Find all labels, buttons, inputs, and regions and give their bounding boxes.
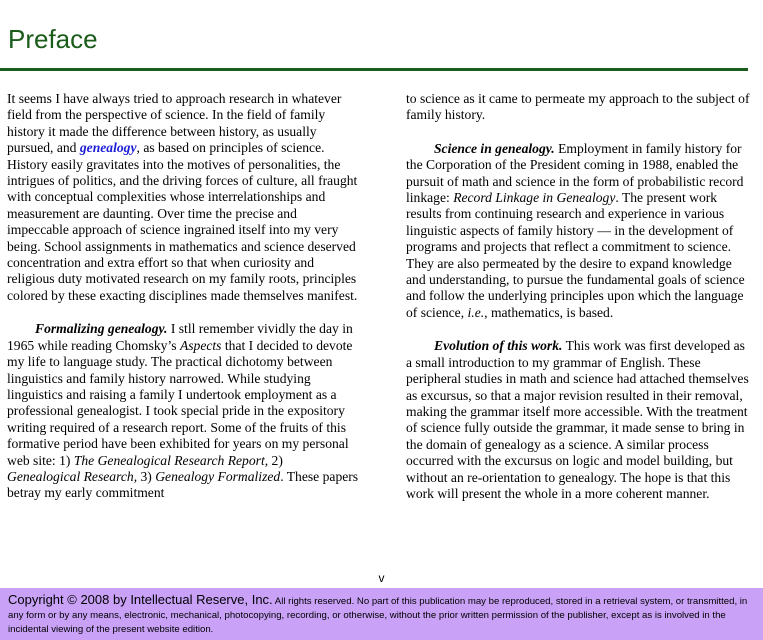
evolution-text: This work was first developed as a small introduction to my grammar of English. These peripheral studies in math and science had attached themselves as excursus, so that a major revision resulted in their removal, making the grammar itself more accessible. With the treatment of science fully outside the grammar, it made sense to bring in the domain of genealogy as a science. A similar process occurred with the excursus on logic and model building, but without an re-orientation to genealogy. The hope is that this work will present the whole in a more coherent manner. (406, 338, 749, 501)
science-text-c: , mathematics, is based. (484, 304, 614, 320)
evolution-paragraph (406, 338, 751, 502)
formalizing-text-a: I stll remember vividly the day in 1965 while reading Chomsky’s (7, 321, 353, 353)
formalizing-heading: Formalizing genealogy. (35, 321, 168, 337)
intro-text-b: , as based on principles of science. History easily gravitates into the motives of personalities, the intrigues of politics, and the driving forces of culture, all fraught with conceptual complexities whose interrelationships and measurement are daunting. Over time the precise and impeccable approach of science ingrained itself into my very being. School assignments in mathematics and science deserved concentration and extra effort so that when curiosity and religious duty motivated research on my family roots, principles colored by these exacting disciplines made themselves manifest. (7, 140, 358, 303)
science-text-b: . The present work results from continuing research and experience in various linguistic aspects of family history — in the development of programs and projects that reflect a commitment to science. They are also permeated by the desire to expand knowledge and understanding, to pursue the fundamental goals of science and follow the underlying principles upon which the language of science, (406, 190, 745, 320)
copyright-line: Copyright © 2008 by Intellectual Reserve, Inc. (8, 592, 273, 607)
science-heading: Science in genealogy. (434, 140, 555, 156)
page-number: v (378, 571, 385, 585)
right-column (406, 91, 751, 519)
left-column (7, 91, 359, 519)
formalizing-text-d: 3) (137, 468, 156, 484)
formalizing-text-c: 2) (268, 452, 283, 468)
ref-genealogical-research: Genealogical Research, (7, 468, 138, 484)
ref-genealogy-formalized: Genealogy Formalized (155, 468, 281, 484)
ref-genealogical-research-report: The Genealogical Research Report, (73, 452, 269, 468)
rights-notice: All rights reserved. No part of this publication may be reproduced, stored in a retrieval system, or transmitted, in any form or by any means, electronic, mechanical, photocopying, recording, or otherwise, without the prior written permission of the publisher, except as is involved in the incidental viewing of the present website edition. (8, 596, 748, 635)
formalizing-text-e: . These papers betray my early commitment (7, 468, 359, 501)
science-text-a: Employment in family history for the Corporation of the President coming in 1988, enabled the pursuit of math and science in the form of probabilistic record linkage: (406, 140, 744, 206)
formalizing-text-b: that I decided to devote my life to language study. The practical dichotomy between linguistics and family history narrowed. While studying linguistics and raising a family I undertook employment as a professional genealogist. I took special pride in the expository writing required of a research report. Some of the fruits of this formative period have been exhibited for years on my personal web site: 1) (7, 337, 353, 468)
science-paragraph (406, 141, 751, 321)
ref-record-linkage: Record Linkage in Genealogy (453, 190, 616, 206)
evolution-heading: Evolution of this work. (434, 338, 563, 354)
copyright-footer (0, 588, 763, 640)
intro-text-a: It seems I have always tried to approach research in whatever field from the perspective of science. In the field of family history it made the difference between history, as usually pursued, and (7, 91, 342, 156)
intro-paragraph (7, 91, 359, 304)
ie-abbrev: i.e. (467, 304, 485, 320)
title-divider (0, 68, 748, 71)
page-title: Preface (8, 24, 98, 54)
aspects-title: Aspects (179, 337, 222, 353)
genealogy-term: genealogy (79, 140, 137, 156)
continuation-paragraph: to science as it came to permeate my approach to the subject of family history. (406, 91, 750, 123)
formalizing-paragraph (7, 321, 359, 501)
